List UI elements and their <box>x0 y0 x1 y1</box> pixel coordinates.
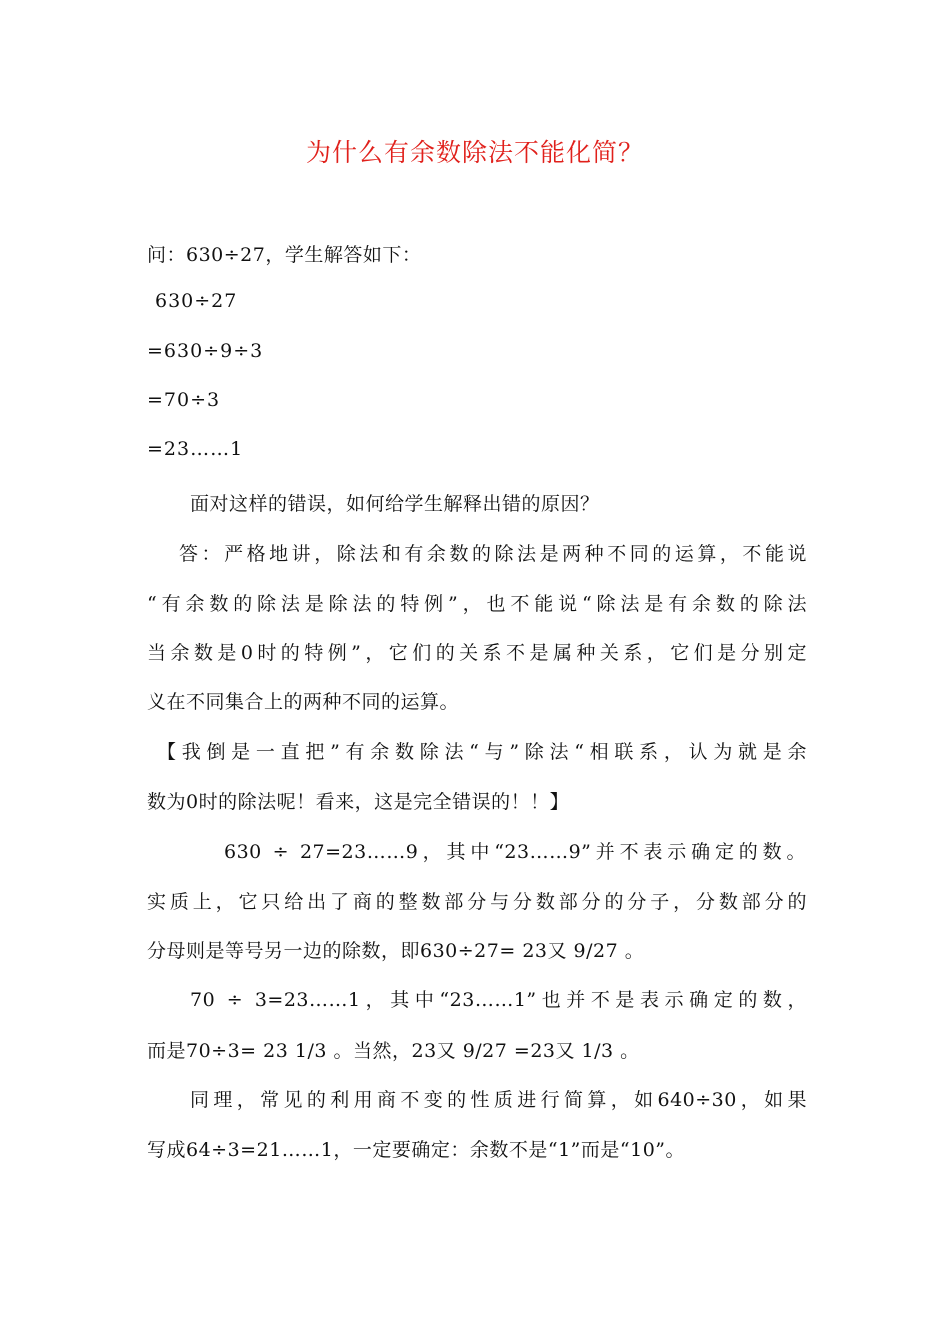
explanation-line-2: 实质上，它只给出了商的整数部分与分数部分的分子，分数部分的 <box>147 891 807 913</box>
example-line-1: 同理，常见的利用商不变的性质进行简算，如640÷30，如果 <box>190 1089 807 1111</box>
note-line-2: 数为0时的除法呢！看来，这是完全错误的！！】 <box>147 791 570 813</box>
question-line: 问：630÷27，学生解答如下： <box>147 244 422 266</box>
explanation-line-4: 70 ÷ 3=23……1，其中“23……1”也并不是表示确定的数， <box>190 989 807 1011</box>
document-title: 为什么有余数除法不能化简？ <box>305 138 644 167</box>
answer-line-4: 义在不同集合上的两种不同的运算。 <box>147 691 460 713</box>
calc-line-4: =23……1 <box>147 438 244 460</box>
explanation-line-1: 630 ÷ 27=23……9，其中“23……9”并不表示确定的数。 <box>224 841 806 863</box>
explanation-line-3: 分母则是等号另一边的除数，即630÷27= 23又 9/27 。 <box>147 940 645 962</box>
calc-line-3: =70÷3 <box>147 389 221 411</box>
calc-line-1: 630÷27 <box>155 290 238 312</box>
answer-line-2: “有余数的除法是除法的特例”，也不能说“除法是有余数的除法 <box>147 593 807 615</box>
answer-line-3: 当余数是0时的特例”，它们的关系不是属种关系，它们是分别定 <box>147 642 807 664</box>
explanation-line-5: 而是70÷3= 23 1/3 。当然，23又 9/27 =23又 1/3 。 <box>147 1040 640 1062</box>
answer-line-1: 答：严格地讲，除法和有余数的除法是两种不同的运算，不能说 <box>179 543 807 565</box>
calc-line-2: =630÷9÷3 <box>147 340 264 362</box>
example-line-2: 写成64÷3=21……1，一定要确定：余数不是“1”而是“10”。 <box>147 1139 685 1161</box>
note-line-1: 【我倒是一直把”有余数除法“与”除法“相联系，认为就是余 <box>157 741 807 763</box>
question-prompt: 面对这样的错误，如何给学生解释出错的原因？ <box>190 493 600 515</box>
